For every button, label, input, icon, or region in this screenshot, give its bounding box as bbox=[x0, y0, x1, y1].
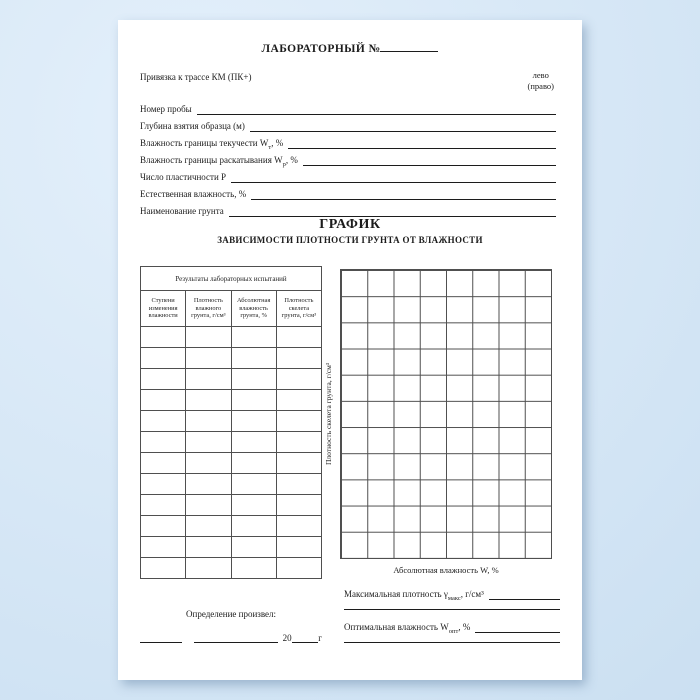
table-cell bbox=[231, 537, 276, 558]
field-row-liquid-limit bbox=[140, 134, 556, 151]
table-cell bbox=[186, 411, 231, 432]
table-cell bbox=[141, 474, 186, 495]
trace-label: Привязка к трассе КМ (ПК+) bbox=[140, 72, 252, 82]
side-right-label: (право) bbox=[527, 80, 554, 91]
signature-block bbox=[140, 609, 322, 643]
field-blank-line bbox=[251, 199, 556, 200]
table-row bbox=[141, 516, 322, 537]
table-cell bbox=[231, 432, 276, 453]
field-label: Наименование грунта bbox=[140, 206, 224, 217]
table-row bbox=[141, 495, 322, 516]
signature-blank-line bbox=[140, 634, 182, 643]
max-density-label: Максимальная плотность $\gamma_{макс}$, г/см³ bbox=[344, 589, 484, 602]
table-cell bbox=[231, 516, 276, 537]
form-page bbox=[118, 20, 582, 680]
table-row bbox=[141, 453, 322, 474]
table-cell bbox=[276, 516, 321, 537]
field-row-plastic-limit bbox=[140, 151, 556, 168]
blank-line bbox=[344, 635, 560, 643]
y-axis-label: Плотность скелета грунта, г/см³ bbox=[324, 362, 333, 466]
table-cell bbox=[186, 432, 231, 453]
table-header-row bbox=[141, 291, 322, 327]
table-cell bbox=[276, 432, 321, 453]
table-cell bbox=[231, 453, 276, 474]
table-cell bbox=[276, 474, 321, 495]
table-cell bbox=[141, 348, 186, 369]
field-label: Влажность границы текучести $W_т$, % bbox=[140, 138, 284, 151]
table-cell bbox=[276, 411, 321, 432]
blank-line bbox=[344, 602, 560, 610]
table-cell bbox=[141, 495, 186, 516]
table-cell bbox=[141, 390, 186, 411]
table-cell bbox=[231, 495, 276, 516]
table-cell bbox=[276, 537, 321, 558]
field-row-sampling-depth bbox=[140, 117, 556, 134]
table-row bbox=[141, 411, 322, 432]
table-cell bbox=[186, 537, 231, 558]
column-header-wet-density: Плотность влажного грунта, г/см³ bbox=[186, 291, 231, 327]
field-label: Естественная влажность, % bbox=[140, 189, 247, 200]
optimal-moisture-blank-line bbox=[475, 632, 560, 633]
graph-grid bbox=[340, 269, 552, 559]
year-prefix: 20 bbox=[282, 633, 292, 643]
graph-subtitle: ЗАВИСИМОСТИ ПЛОТНОСТИ ГРУНТА ОТ ВЛАЖНОСТИ bbox=[217, 235, 483, 245]
table-cell bbox=[186, 453, 231, 474]
table-row bbox=[141, 558, 322, 579]
table-row bbox=[141, 348, 322, 369]
trace-row bbox=[140, 72, 554, 91]
table-cell bbox=[231, 327, 276, 348]
signature-label: Определение произвел: bbox=[186, 609, 276, 619]
lab-number-blank bbox=[380, 42, 438, 52]
table-cell bbox=[141, 537, 186, 558]
table-cell bbox=[186, 516, 231, 537]
table-caption: Результаты лабораторных испытаний bbox=[141, 267, 322, 291]
field-label: Влажность границы раскатывания $W_р$, % bbox=[140, 155, 298, 168]
field-blank-line bbox=[288, 148, 556, 149]
table-cell bbox=[276, 327, 321, 348]
results-table-body bbox=[141, 327, 322, 579]
table-cell bbox=[186, 474, 231, 495]
field-blank-line bbox=[231, 182, 556, 183]
table-cell bbox=[186, 558, 231, 579]
table-cell bbox=[141, 411, 186, 432]
column-header-moisture-steps: Ступени изменения влажности bbox=[141, 291, 186, 327]
column-header-absolute-moisture: Абсолютная влажность грунта, % bbox=[231, 291, 276, 327]
table-cell bbox=[141, 327, 186, 348]
table-cell bbox=[276, 558, 321, 579]
field-blank-line bbox=[303, 165, 556, 166]
field-label: Число пластичности Р bbox=[140, 172, 227, 183]
field-label: Номер пробы bbox=[140, 104, 192, 115]
table-cell bbox=[231, 390, 276, 411]
page-title-text: ЛАБОРАТОРНЫЙ № bbox=[261, 43, 381, 55]
table-cell bbox=[186, 495, 231, 516]
table-cell bbox=[141, 558, 186, 579]
table-row bbox=[141, 537, 322, 558]
table-cell bbox=[231, 411, 276, 432]
field-label: Глубина взятия образца (м) bbox=[140, 121, 245, 132]
field-row-natural-moisture bbox=[140, 185, 556, 202]
side-indicator bbox=[528, 70, 554, 91]
table-row bbox=[141, 474, 322, 495]
table-cell bbox=[276, 495, 321, 516]
graph-title: ГРАФИК bbox=[319, 217, 381, 232]
field-blank-line bbox=[250, 131, 556, 132]
table-cell bbox=[231, 558, 276, 579]
lab-results-table bbox=[140, 266, 322, 579]
year-suffix: г bbox=[318, 633, 322, 643]
table-cell bbox=[276, 453, 321, 474]
field-row-sample-number bbox=[140, 100, 556, 117]
table-cell bbox=[276, 369, 321, 390]
table-row bbox=[141, 432, 322, 453]
optimal-moisture-label: Оптимальная влажность $W_{опт}$, % bbox=[344, 622, 471, 635]
x-axis-label: Абсолютная влажность W, % bbox=[393, 565, 499, 575]
table-row bbox=[141, 390, 322, 411]
table-cell bbox=[231, 369, 276, 390]
max-density-row bbox=[344, 586, 560, 602]
table-cell bbox=[231, 474, 276, 495]
signature-row bbox=[140, 633, 322, 643]
column-header-skeleton-density: Плотность скелета грунта, г/см³ bbox=[276, 291, 321, 327]
table-cell bbox=[186, 390, 231, 411]
table-cell bbox=[186, 369, 231, 390]
side-left-label: лево bbox=[532, 70, 549, 80]
table-cell bbox=[186, 327, 231, 348]
max-density-blank-line bbox=[489, 599, 560, 600]
table-cell bbox=[141, 516, 186, 537]
field-row-plasticity-index bbox=[140, 168, 556, 185]
table-cell bbox=[186, 348, 231, 369]
table-row bbox=[141, 327, 322, 348]
table-cell bbox=[231, 348, 276, 369]
page-title bbox=[118, 42, 582, 55]
signature-name-line bbox=[194, 634, 278, 643]
table-cell bbox=[141, 432, 186, 453]
form-fields bbox=[140, 100, 556, 219]
table-caption-row bbox=[141, 267, 322, 291]
table-cell bbox=[276, 390, 321, 411]
table-cell bbox=[141, 369, 186, 390]
table-row bbox=[141, 369, 322, 390]
table-cell bbox=[141, 453, 186, 474]
summary-block bbox=[344, 586, 560, 652]
field-blank-line bbox=[197, 114, 556, 115]
optimal-moisture-row bbox=[344, 619, 560, 635]
table-cell bbox=[276, 348, 321, 369]
year-blank-line bbox=[292, 634, 319, 643]
